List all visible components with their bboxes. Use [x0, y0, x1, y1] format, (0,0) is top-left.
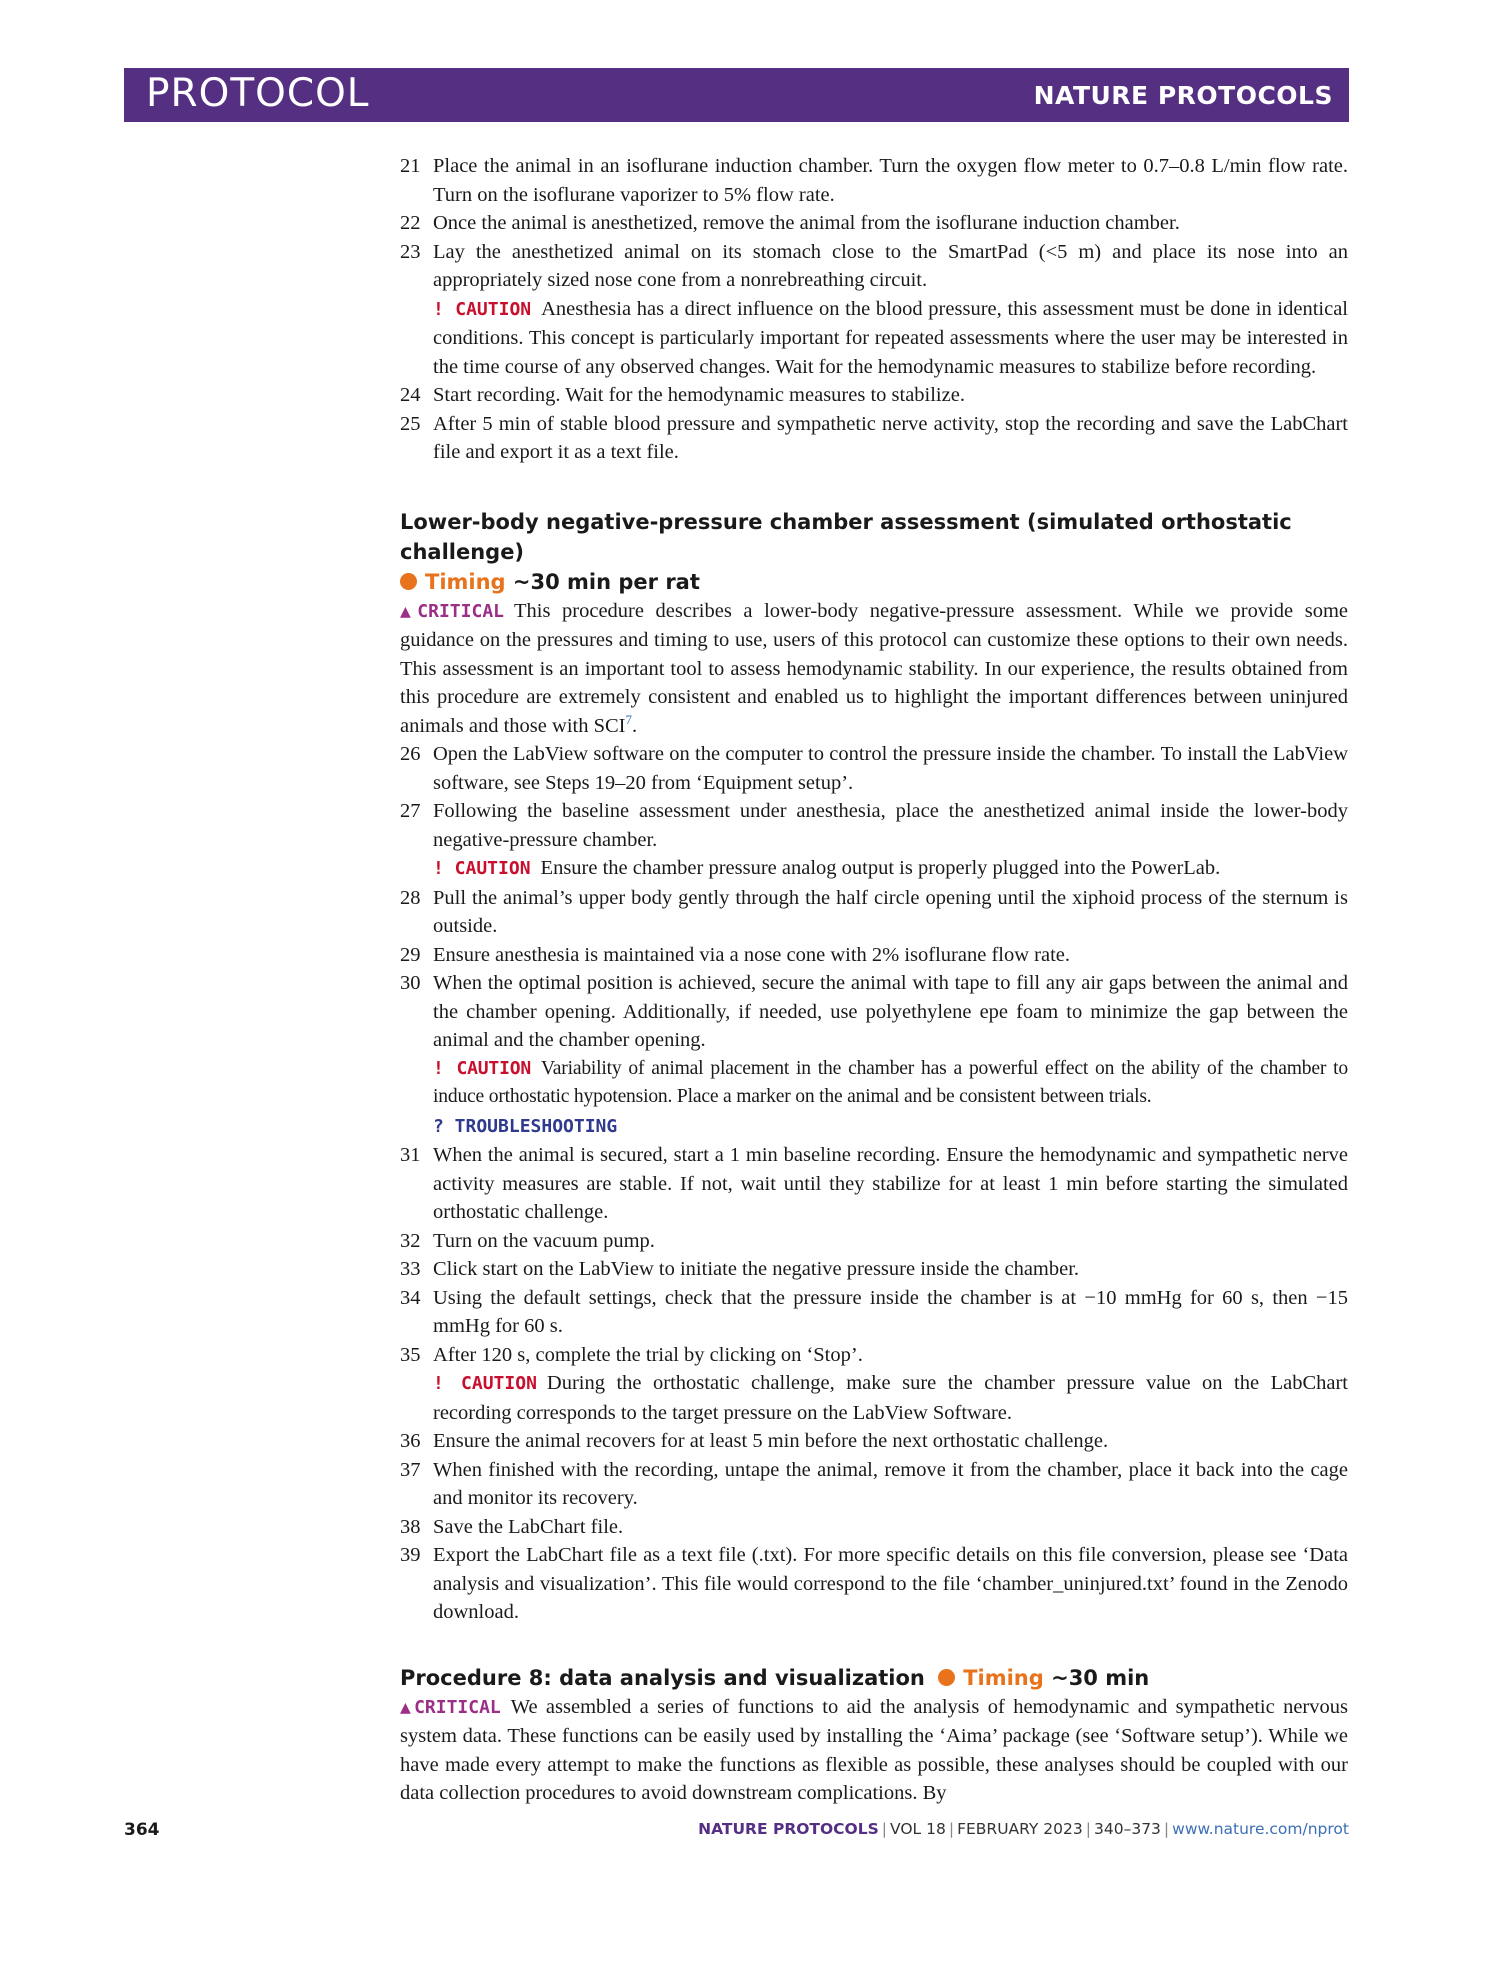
step-32: 32 Turn on the vacuum pump.: [400, 1229, 655, 1252]
step-21: 21 Place the animal in an isoflurane induction chamber. Turn the oxygen flow meter to 0.7–0.8 L/min flow rate. Turn on the isoflurane vaporizer to 5% flow rate.: [400, 155, 1348, 206]
journal-name: NATURE PROTOCOLS: [1033, 81, 1333, 110]
step-34: 34 Using the default settings, check that the pressure inside the chamber is at −10 mmHg for 60 s, then −15 mmHg for 60 s.: [400, 1286, 1348, 1337]
footer-url-link[interactable]: www.nature.com/nprot: [1172, 1820, 1349, 1838]
section-type-label: PROTOCOL: [146, 71, 370, 116]
step-35: 35 After 120 s, complete the trial by clicking on ‘Stop’.: [400, 1343, 863, 1366]
steps-group-c: [400, 740, 1348, 854]
timing-dot-icon: [938, 1669, 955, 1686]
critical-paragraph: ▲CRITICAL This procedure describes a lower-body negative-pressure assessment. While we provide some guidance on the pressures and timing to use, users of this protocol can customize these options to their own needs. This assessment is an important tool to assess hemodynamic stability. In our experience, the results obtained from this procedure are extremely consistent and enabled us to highlight the important differences between uninjured animals and those with SCI$^7$.: [400, 599, 1348, 737]
page-number: 364: [124, 1820, 160, 1840]
timing-value: ~30 min per rat: [512, 569, 700, 594]
step-31: 31 When the animal is secured, start a 1 min baseline recording. Ensure the hemodynamic and sympathetic nerve activity measures are stable. If not, wait until they stabilize for at least 1 min before starting the simulated orthostatic challenge.: [400, 1144, 1348, 1223]
caution-label: ! CAUTION: [433, 1057, 531, 1079]
critical-paragraph: ▲CRITICAL We assembled a series of functions to aid the analysis of hemodynamic and sympathetic nervous system data. These functions can be easily used by installing the ‘Aima’ package (see ‘Software setup’). While we have made every attempt to make the functions as flexible as possible, these analyses should be coupled with our data collection procedures to avoid downstream complications. By: [400, 1695, 1348, 1804]
step-39: 39 Export the LabChart file as a text file (.txt). For more specific details on this file conversion, please see ‘Data analysis and visualization’. This file would correspond to the file ‘chamber_uninjured.txt’ found in the Zenodo download.: [400, 1544, 1348, 1623]
reference-link[interactable]: 7: [625, 711, 632, 727]
step-29: 29 Ensure anesthesia is maintained via a nose cone with 2% isoflurane flow rate.: [400, 943, 1071, 966]
step-38: 38 Save the LabChart file.: [400, 1515, 624, 1538]
troubleshooting-label: ? TROUBLESHOOTING: [433, 1115, 618, 1137]
timing-line: [400, 567, 1348, 597]
steps-group-b: [400, 381, 1348, 467]
caution-label: ! CAUTION: [433, 858, 531, 879]
step-33: 33 Click start on the LabView to initiate the negative pressure inside the chamber.: [400, 1258, 1080, 1280]
footer-journal: NATURE PROTOCOLS: [698, 1820, 879, 1838]
citation-line: NATURE PROTOCOLS | VOL 18 | FEBRUARY 2023 | 340–373 | www.nature.com/nprot: [698, 1820, 1349, 1838]
caution-note: ! CAUTION During the orthostatic challenge, make sure the chamber pressure value on the LabChart recording corresponds to the target pressure on the LabView Software.: [433, 1372, 1348, 1424]
timing-value: ~30 min: [1051, 1665, 1150, 1690]
section-heading: [400, 1663, 1348, 1693]
critical-label: ▲CRITICAL: [400, 600, 504, 622]
step-30: 30 When the optimal position is achieved, secure the animal with tape to fill any air gaps between the animal and the chamber opening. Additionally, if needed, use polyethylene epe foam to minimize the gap between the animal and the chamber opening.: [400, 972, 1348, 1051]
footer-volume: VOL 18: [890, 1820, 946, 1838]
troubleshooting-link[interactable]: [400, 1112, 1348, 1142]
steps-group-f: [400, 1427, 1348, 1627]
step-37: 37 When finished with the recording, untape the animal, remove it from the chamber, place it back into the cage and monitor its recovery.: [400, 1458, 1348, 1509]
critical-label: ▲CRITICAL: [400, 1696, 501, 1718]
step-25: 25 After 5 min of stable blood pressure and sympathetic nerve activity, stop the recording and save the LabChart file and export it as a text file.: [400, 412, 1348, 463]
timing-label: Timing: [963, 1665, 1044, 1690]
page-footer: [124, 1820, 1349, 1844]
caution-note: ! CAUTION Anesthesia has a direct influence on the blood pressure, this assessment must be done in identical conditions. This concept is particularly important for repeated assessments where the user may be interested in the time course of any observed changes. Wait for the hemodynamic measures to stabilize before recording.: [433, 297, 1348, 378]
steps-group-d: [400, 884, 1348, 1055]
step-23: 23 Lay the anesthetized animal on its stomach close to the SmartPad (<5 m) and place its nose into an appropriately sized nose cone from a nonrebreathing circuit.: [400, 240, 1348, 291]
footer-date: FEBRUARY 2023: [957, 1820, 1083, 1838]
footer-pages: 340–373: [1094, 1820, 1161, 1838]
caution-label: ! CAUTION: [433, 1373, 537, 1394]
step-24: 24 Start recording. Wait for the hemodynamic measures to stabilize.: [400, 384, 965, 406]
caution-note: ! CAUTION Ensure the chamber pressure analog output is properly plugged into the PowerLab.: [433, 857, 1221, 879]
step-36: 36 Ensure the animal recovers for at least 5 min before the next orthostatic challenge.: [400, 1430, 1109, 1452]
article-body: [400, 152, 1348, 1808]
timing-dot-icon: [400, 573, 417, 590]
step-28: 28 Pull the animal’s upper body gently through the half circle opening until the xiphoid process of the sternum is outside.: [400, 886, 1348, 937]
caution-note: ! CAUTION Variability of animal placement in the chamber has a powerful effect on the ability of the chamber to induce orthostatic hypotension. Place a marker on the animal and be consistent between trials.: [433, 1057, 1348, 1107]
section-title: Procedure 8: data analysis and visualization: [400, 1665, 925, 1690]
step-27: 27 Following the baseline assessment under anesthesia, place the anesthetized animal inside the lower-body negative-pressure chamber.: [400, 800, 1348, 851]
step-22: 22 Once the animal is anesthetized, remove the animal from the isoflurane induction chamber.: [400, 212, 1180, 234]
section-heading: Lower-body negative-pressure chamber assessment (simulated orthostatic challenge): [400, 509, 1292, 564]
timing-label: Timing: [425, 569, 506, 594]
step-26: 26 Open the LabView software on the computer to control the pressure inside the chamber. To install the LabView software, see Steps 19–20 from ‘Equipment setup’.: [400, 743, 1348, 794]
header-banner: [124, 68, 1349, 122]
caution-label: ! CAUTION: [433, 298, 532, 320]
steps-group-a: [400, 152, 1348, 295]
steps-group-e: [400, 1141, 1348, 1369]
